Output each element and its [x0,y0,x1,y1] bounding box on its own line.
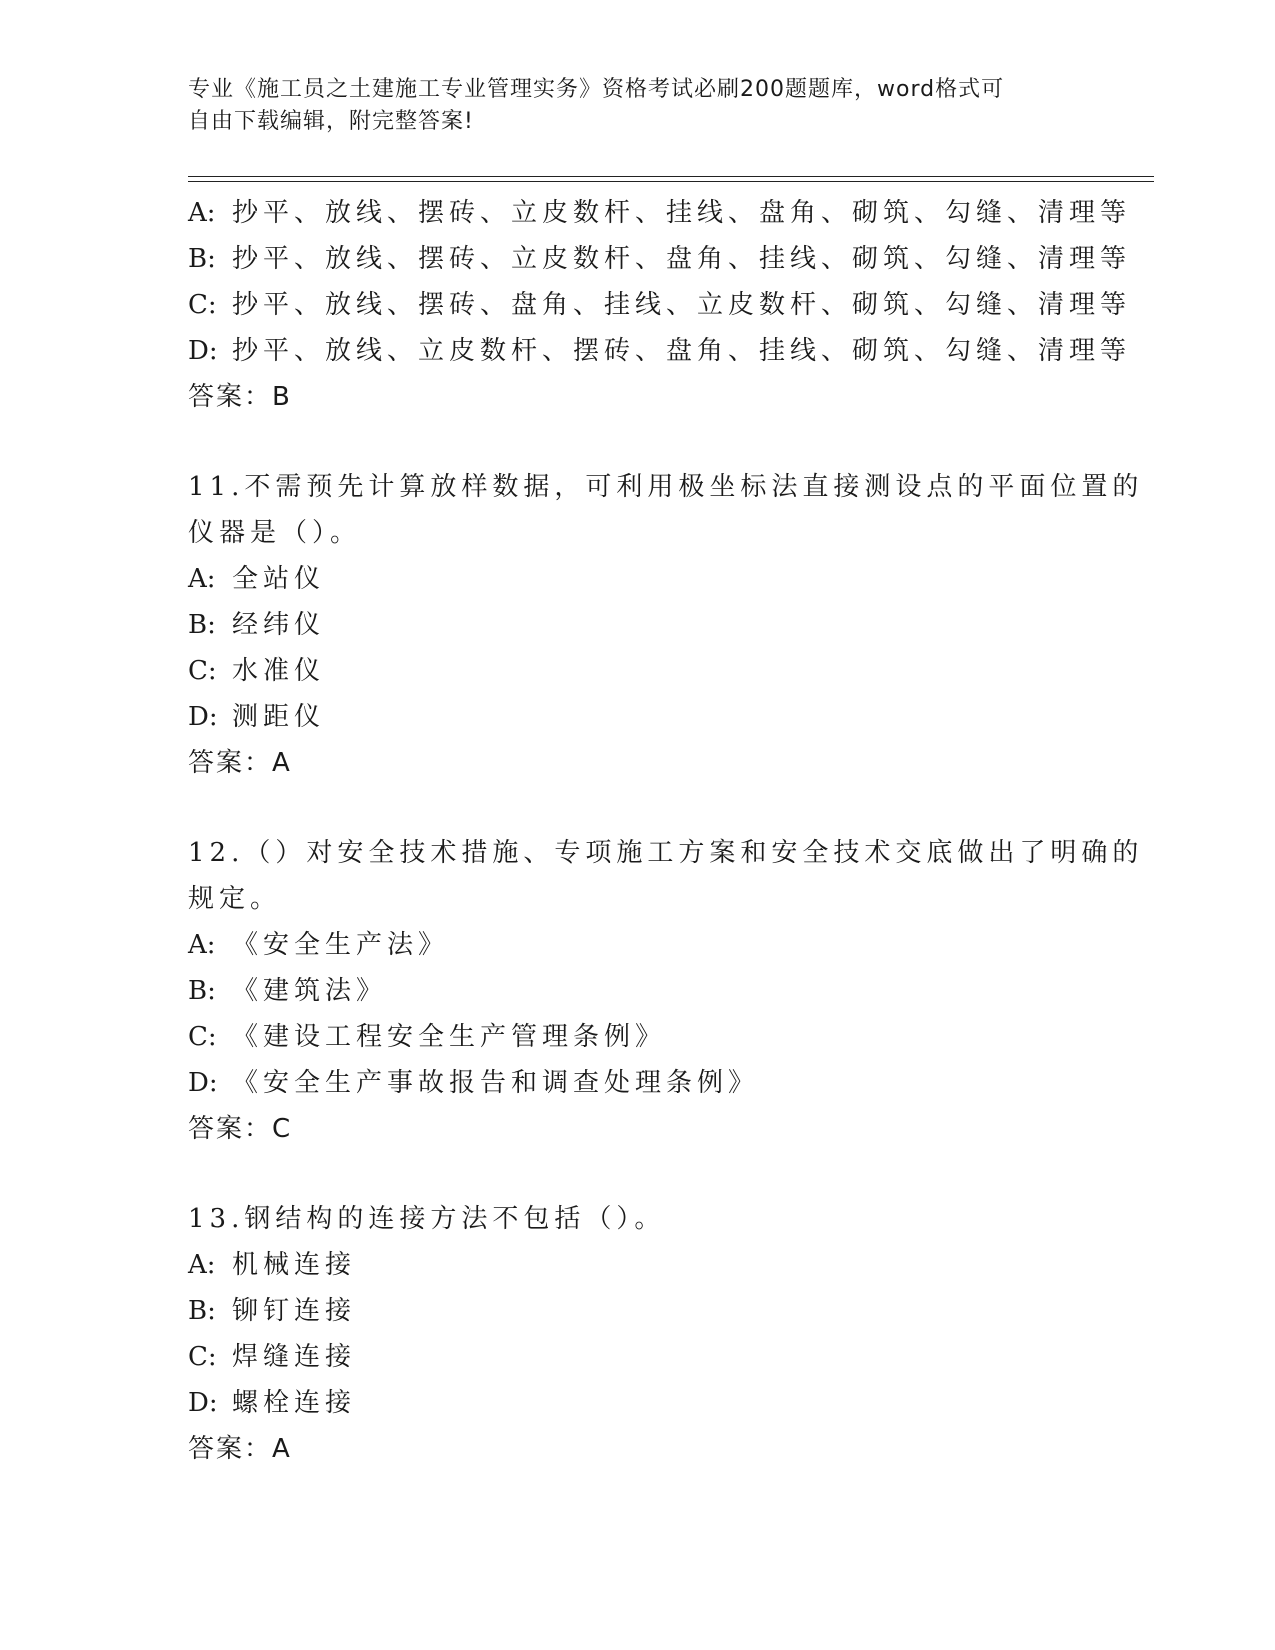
option-text: 水准仪 [232,656,326,686]
option-b [188,236,1132,282]
header-title-line-2: 自由下载编辑，附完整答案! [188,109,474,134]
option-letter: A: [188,1250,216,1280]
option-c [188,1014,1088,1060]
question-11 [188,464,1144,786]
spacer [188,1152,1088,1196]
option-c [188,648,1088,694]
option-c [188,282,1132,328]
option-a [188,556,1088,602]
option-d [188,1060,1088,1106]
option-d [188,1380,1088,1426]
option-d [188,328,1132,374]
header-rule-top [188,176,1154,177]
option-c [188,1334,1088,1380]
document-header [188,74,1068,138]
option-letter: C: [188,290,217,320]
option-text: 抄平、放线、摆砖、盘角、挂线、立皮数杆、砌筑、勾缝、清理等 [232,290,1132,320]
option-letter: C: [188,1342,217,1372]
option-a [188,190,1132,236]
option-text: 经纬仪 [232,610,326,640]
option-text: 抄平、放线、摆砖、立皮数杆、盘角、挂线、砌筑、勾缝、清理等 [232,244,1132,274]
option-text: 焊缝连接 [232,1342,357,1372]
option-b [188,1288,1088,1334]
answer-line: 答案：B [188,382,292,412]
spacer [188,786,1088,830]
option-letter: C: [188,1022,217,1052]
option-letter: A: [188,198,216,228]
option-text: 测距仪 [232,702,326,732]
option-text: 抄平、放线、立皮数杆、摆砖、盘角、挂线、砌筑、勾缝、清理等 [232,336,1132,366]
answer-line: 答案：A [188,748,292,778]
option-text: 机械连接 [232,1250,357,1280]
option-text: 螺栓连接 [232,1388,357,1418]
option-letter: B: [188,976,216,1006]
option-a [188,922,1088,968]
option-text: 《安全生产事故报告和调查处理条例》 [232,1068,760,1098]
option-a [188,1242,1088,1288]
option-text: 抄平、放线、摆砖、立皮数杆、挂线、盘角、砌筑、勾缝、清理等 [232,198,1132,228]
option-letter: D: [188,1068,218,1098]
spacer [188,420,1088,464]
option-text: 《建筑法》 [232,976,388,1006]
option-letter: A: [188,930,216,960]
option-text: 铆钉连接 [232,1296,357,1326]
question-10 [188,190,1132,420]
question-stem-line-2: 仪器是（）。 [188,518,362,548]
option-text: 全站仪 [232,564,326,594]
option-letter: D: [188,336,218,366]
question-stem-line-1: 12.（）对安全技术措施、专项施工方案和安全技术交底做出了明确的 [188,838,1144,868]
question-stem-line-1: 11.不需预先计算放样数据，可利用极坐标法直接测设点的平面位置的 [188,472,1144,502]
option-letter: D: [188,1388,218,1418]
option-letter: B: [188,1296,216,1326]
option-letter: A: [188,564,216,594]
header-title-line-1: 专业《施工员之土建施工专业管理实务》资格考试必刷200题题库，word格式可 [188,77,1005,102]
question-list [188,190,1144,1472]
option-letter: B: [188,610,216,640]
question-13 [188,1196,1088,1472]
question-stem-line-2: 规定。 [188,884,282,914]
header-rule-bottom [188,181,1154,182]
option-d [188,694,1088,740]
option-text: 《安全生产法》 [232,930,450,960]
question-stem-line-1: 13.钢结构的连接方法不包括（）。 [188,1204,666,1234]
question-12 [188,830,1144,1152]
option-b [188,602,1088,648]
option-b [188,968,1088,1014]
option-letter: D: [188,702,218,732]
answer-line: 答案：C [188,1114,293,1144]
option-letter: B: [188,244,216,274]
option-text: 《建设工程安全生产管理条例》 [232,1022,667,1052]
answer-line: 答案：A [188,1434,292,1464]
option-letter: C: [188,656,217,686]
